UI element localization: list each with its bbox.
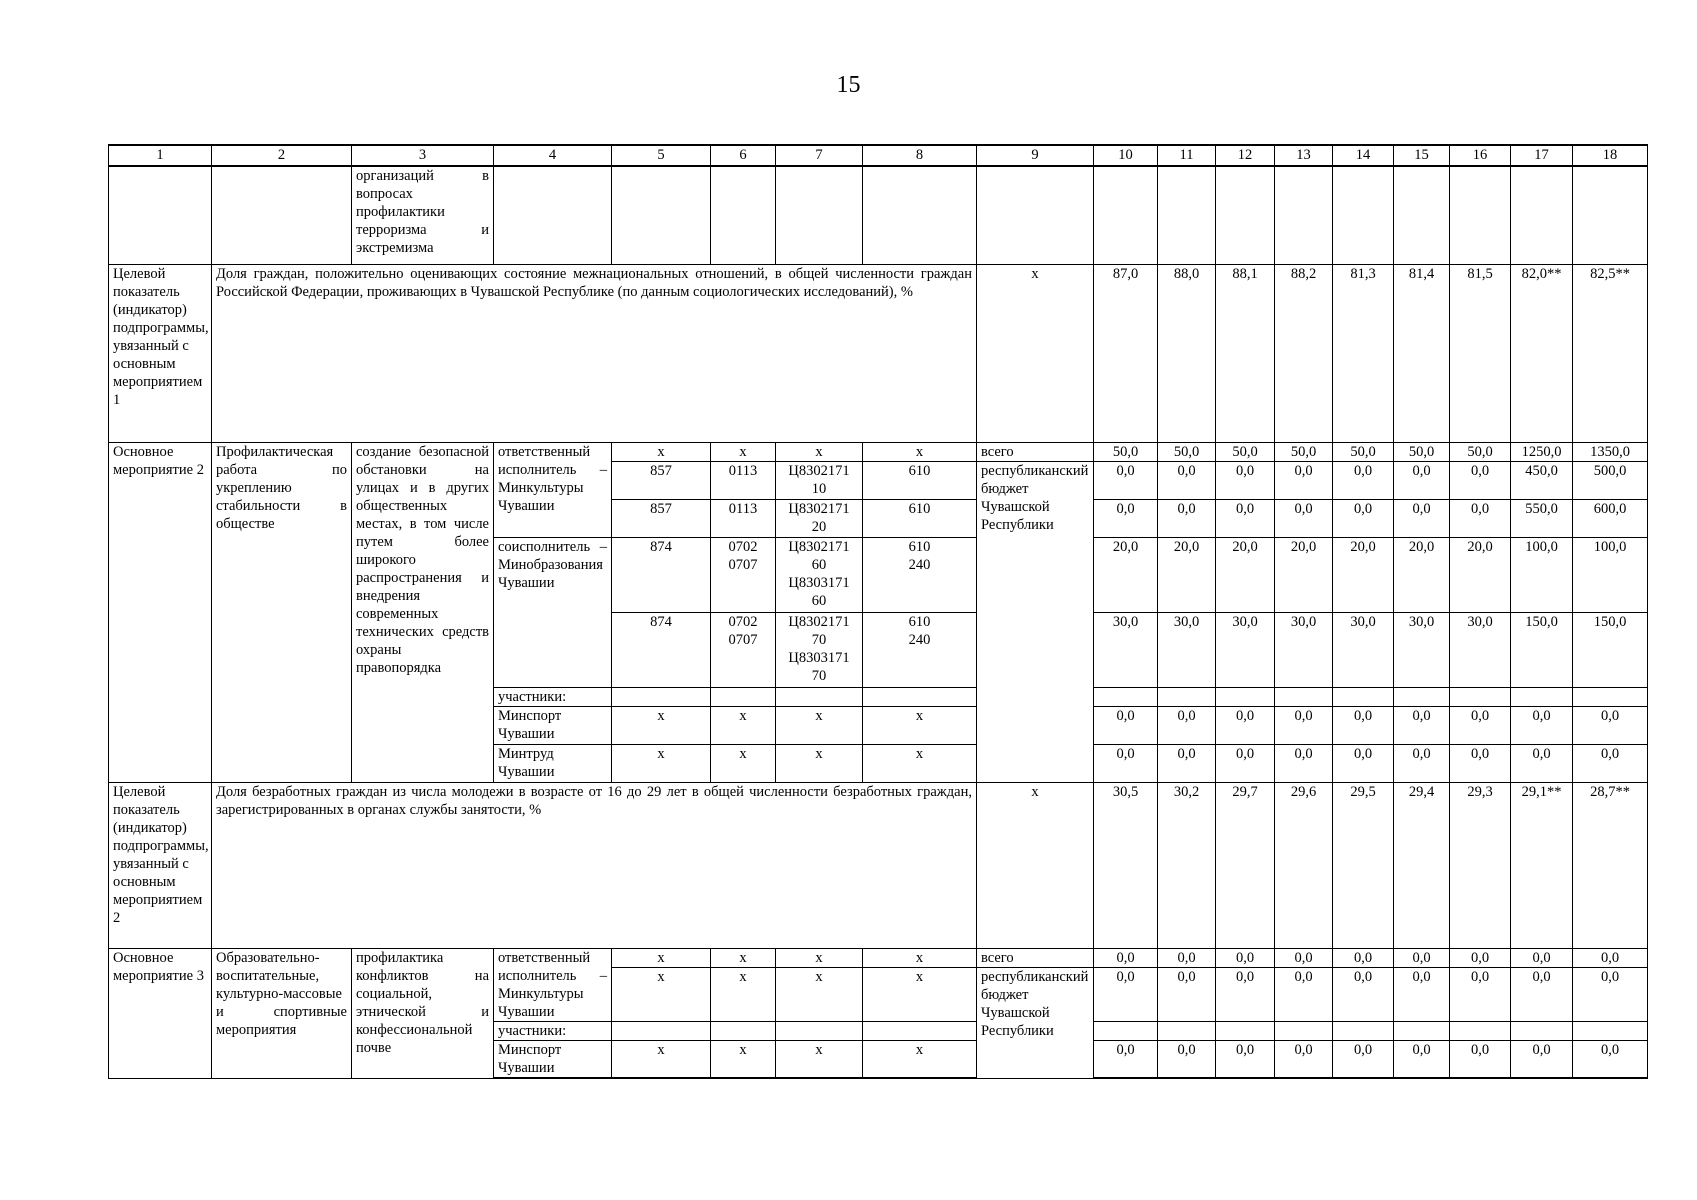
indicator-value: 88,1 [1216,264,1275,442]
amount: 0,0 [1216,967,1275,1021]
col-number: 14 [1333,145,1394,166]
amount: 0,0 [1394,499,1450,537]
amount: 0,0 [1094,948,1158,967]
amount: 0,0 [1094,499,1158,537]
amount: 0,0 [1573,744,1648,782]
expense-type: 610 240 [863,537,977,612]
col-number: 18 [1573,145,1648,166]
amount: 500,0 [1573,461,1648,499]
amount: 0,0 [1333,948,1394,967]
amount: 0,0 [1394,744,1450,782]
target-article: Ц8302171 60 Ц8303171 60 [776,537,863,612]
amount: 0,0 [1394,706,1450,744]
section-code: х [711,744,776,782]
funding-source: всего [977,442,1094,461]
amount: 100,0 [1573,537,1648,612]
target-article: х [776,706,863,744]
amount: 0,0 [1158,948,1216,967]
amount: 0,0 [1394,967,1450,1021]
funding-source: всего [977,948,1094,967]
amount: 30,0 [1394,612,1450,687]
amount: 50,0 [1333,442,1394,461]
amount: 20,0 [1394,537,1450,612]
gr-code: х [612,948,711,967]
measure-description: организаций в вопросах профилактики терроризма и экстремизма [352,166,494,264]
amount: 50,0 [1275,442,1333,461]
col-number: 3 [352,145,494,166]
amount: 0,0 [1394,948,1450,967]
indicator-label: Целевой показатель (индикатор) подпрограммы, увязанный с основным мероприятием 2 [109,782,212,948]
amount: 0,0 [1094,744,1158,782]
indicator-value: 28,7** [1573,782,1648,948]
indicator-source: х [977,264,1094,442]
indicator-value: 29,5 [1333,782,1394,948]
amount: 0,0 [1511,744,1573,782]
indicator-value: 29,4 [1394,782,1450,948]
gr-code: 874 [612,537,711,612]
amount: 0,0 [1275,499,1333,537]
amount: 50,0 [1094,442,1158,461]
amount: 0,0 [1333,461,1394,499]
responsible-label [494,442,612,461]
amount: 0,0 [1216,499,1275,537]
amount: 450,0 [1511,461,1573,499]
section-code: 0113 [711,461,776,499]
funding-source: республиканский бюджет Чувашской Республики [977,967,1094,1078]
expense-type: 610 [863,461,977,499]
gr-code: х [612,706,711,744]
expense-type: х [863,706,977,744]
amount: 550,0 [1511,499,1573,537]
expense-type: 610 240 [863,612,977,687]
measure-title: Профилактическая работа по укреплению стабильности в обществе [212,442,352,782]
section-code: 0702 0707 [711,537,776,612]
amount: 0,0 [1216,461,1275,499]
indicator-value: 30,5 [1094,782,1158,948]
measure-description: профилактика конфликтов на социальной, этнической и конфессиональной почве [352,948,494,1078]
col-number: 13 [1275,145,1333,166]
amount: 100,0 [1511,537,1573,612]
gr-code: х [612,967,711,1021]
amount: 20,0 [1450,537,1511,612]
indicator-value: 81,4 [1394,264,1450,442]
amount: 0,0 [1573,948,1648,967]
amount: 0,0 [1573,1040,1648,1078]
section-code: 0702 0707 [711,612,776,687]
target-article: х [776,744,863,782]
gr-code: х [612,442,711,461]
col-number: 4 [494,145,612,166]
amount: 1250,0 [1511,442,1573,461]
amount: 0,0 [1216,744,1275,782]
indicator-value: 81,3 [1333,264,1394,442]
amount: 0,0 [1158,967,1216,1021]
amount: 0,0 [1158,744,1216,782]
indicator-description: Доля безработных граждан из числа молодежи в возрасте от 16 до 29 лет в общей численности безработных граждан, зарегистрированных в органах службы занятости, % [212,782,977,948]
amount: 20,0 [1275,537,1333,612]
program-table [108,144,1648,1079]
indicator-value: 29,7 [1216,782,1275,948]
amount: 50,0 [1394,442,1450,461]
responsible-text: ответственный [498,443,591,460]
section-code: 0113 [711,499,776,537]
amount: 0,0 [1511,706,1573,744]
col-number: 2 [212,145,352,166]
responsible-executor: ответственный исполнитель – Минкультуры Чувашии [494,948,612,1021]
amount: 0,0 [1511,948,1573,967]
indicator-value: 29,6 [1275,782,1333,948]
target-article: х [776,948,863,967]
section-code: х [711,1040,776,1078]
amount: 0,0 [1450,744,1511,782]
amount: 30,0 [1450,612,1511,687]
indicator-value: 88,0 [1158,264,1216,442]
amount: 20,0 [1216,537,1275,612]
amount: 0,0 [1094,461,1158,499]
amount: 0,0 [1094,1040,1158,1078]
col-number: 6 [711,145,776,166]
amount: 0,0 [1573,706,1648,744]
indicator-value: 82,5** [1573,264,1648,442]
col-number: 11 [1158,145,1216,166]
responsible-executor [494,461,612,537]
amount: 0,0 [1450,706,1511,744]
measure-description: создание безопасной обстановки на улицах и в других общественных местах, в том числе путем более широкого распространения и внедрения современных технических средств охраны правопорядка [352,442,494,782]
indicator-row [109,264,1648,442]
gr-code: х [612,744,711,782]
gr-code: 874 [612,612,711,687]
col-number: 9 [977,145,1094,166]
indicator-value: 81,5 [1450,264,1511,442]
target-article: Ц8302171 70 Ц8303171 70 [776,612,863,687]
amount: 0,0 [1094,967,1158,1021]
continuation-row [109,166,1648,264]
amount: 50,0 [1450,442,1511,461]
amount: 30,0 [1216,612,1275,687]
amount: 50,0 [1158,442,1216,461]
amount: 0,0 [1094,706,1158,744]
measure-total-row [109,442,1648,461]
amount: 0,0 [1333,744,1394,782]
indicator-value: 29,3 [1450,782,1511,948]
amount: 0,0 [1333,499,1394,537]
amount: 0,0 [1275,706,1333,744]
amount: 0,0 [1216,948,1275,967]
participants-label: участники: [494,687,612,706]
amount: 0,0 [1511,967,1573,1021]
column-number-row [109,145,1648,166]
gr-code: 857 [612,461,711,499]
amount: 0,0 [1450,1040,1511,1078]
funding-source: республиканский бюджет Чувашской Республики [977,461,1094,782]
amount: 0,0 [1511,1040,1573,1078]
amount: 0,0 [1216,1040,1275,1078]
gr-code: 857 [612,499,711,537]
amount: 30,0 [1094,612,1158,687]
amount: 0,0 [1275,744,1333,782]
indicator-source: х [977,782,1094,948]
target-article: Ц8302171 20 [776,499,863,537]
indicator-row [109,782,1648,948]
indicator-value: 87,0 [1094,264,1158,442]
indicator-value: 29,1** [1511,782,1573,948]
section-code: х [711,442,776,461]
amount: 50,0 [1216,442,1275,461]
col-number: 7 [776,145,863,166]
amount: 150,0 [1511,612,1573,687]
target-article: Ц8302171 10 [776,461,863,499]
participant: Минспорт Чувашии [494,706,612,744]
amount: 30,0 [1333,612,1394,687]
amount: 0,0 [1333,967,1394,1021]
expense-type: х [863,744,977,782]
responsible-text: исполнитель – Минкультуры Чувашии [498,462,607,514]
amount: 0,0 [1158,706,1216,744]
amount: 0,0 [1158,499,1216,537]
participant: Минспорт Чувашии [494,1040,612,1078]
col-number: 10 [1094,145,1158,166]
amount: 0,0 [1216,706,1275,744]
amount: 150,0 [1573,612,1648,687]
expense-type: 610 [863,499,977,537]
amount: 0,0 [1394,1040,1450,1078]
indicator-description: Доля граждан, положительно оценивающих состояние межнациональных отношений, в общей численности граждан Российской Федерации, проживающих в Чувашской Республике (по данным социологических исследований), % [212,264,977,442]
participants-label: участники: [494,1021,612,1040]
expense-type: х [863,1040,977,1078]
col-number: 1 [109,145,212,166]
amount: 20,0 [1158,537,1216,612]
amount: 0,0 [1450,967,1511,1021]
participant: Минтруд Чувашии [494,744,612,782]
col-number: 15 [1394,145,1450,166]
amount: 0,0 [1450,948,1511,967]
amount: 20,0 [1333,537,1394,612]
col-number: 8 [863,145,977,166]
amount: 0,0 [1450,499,1511,537]
indicator-value: 30,2 [1158,782,1216,948]
amount: 600,0 [1573,499,1648,537]
amount: 0,0 [1333,706,1394,744]
amount: 0,0 [1275,461,1333,499]
measure-label: Основное мероприятие 3 [109,948,212,1078]
amount: 0,0 [1158,1040,1216,1078]
indicator-label: Целевой показатель (индикатор) подпрограммы, увязанный с основным мероприятием 1 [109,264,212,442]
amount: 0,0 [1275,948,1333,967]
indicator-value: 82,0** [1511,264,1573,442]
measure-title: Образовательно-воспитательные, культурно-массовые и спортивные мероприятия [212,948,352,1078]
amount: 30,0 [1275,612,1333,687]
col-number: 5 [612,145,711,166]
amount: 1350,0 [1573,442,1648,461]
amount: 0,0 [1275,967,1333,1021]
measure-total-row [109,948,1648,967]
col-number: 16 [1450,145,1511,166]
col-number: 17 [1511,145,1573,166]
expense-type: х [863,967,977,1021]
amount: 0,0 [1158,461,1216,499]
section-code: х [711,948,776,967]
target-article: х [776,967,863,1021]
amount: 0,0 [1450,461,1511,499]
target-article: х [776,442,863,461]
indicator-value: 88,2 [1275,264,1333,442]
gr-code: х [612,1040,711,1078]
section-code: х [711,706,776,744]
amount: 0,0 [1573,967,1648,1021]
amount: 20,0 [1094,537,1158,612]
expense-type: х [863,948,977,967]
section-code: х [711,967,776,1021]
expense-type: х [863,442,977,461]
amount: 0,0 [1275,1040,1333,1078]
co-executor: соисполнитель – Минобразования Чувашии [494,537,612,687]
measure-label: Основное мероприятие 2 [109,442,212,782]
amount: 0,0 [1333,1040,1394,1078]
page-number: 15 [836,72,861,98]
col-number: 12 [1216,145,1275,166]
amount: 30,0 [1158,612,1216,687]
target-article: х [776,1040,863,1078]
amount: 0,0 [1394,461,1450,499]
